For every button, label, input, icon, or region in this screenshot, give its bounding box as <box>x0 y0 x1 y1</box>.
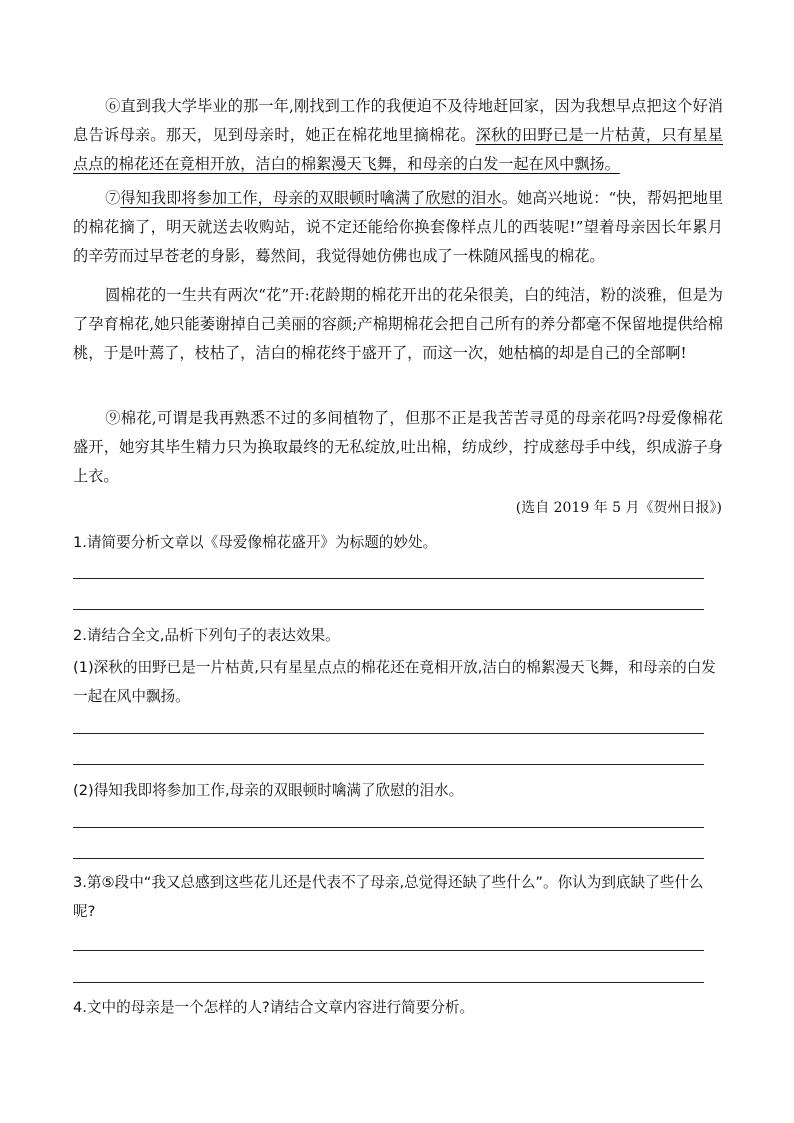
paragraph-7 <box>73 184 723 271</box>
answer-line <box>73 733 704 734</box>
paragraph-8-text: 圆棉花的一生共有两次“花”开:花龄期的棉花开出的花朵很美，白的纯洁，粉的淡雅，但是为了孕育棉花,她只能萎谢掉自己美丽的容颜;产棉期棉花会把自己所有的养分都毫不保留地提供给棉桃，于是叶蔫了，枝枯了，洁白的棉花终于盛开了，而这一次，她枯槁的却是自己的全部啊! <box>73 286 723 362</box>
answer-line <box>73 578 704 579</box>
paragraph-7-number: ⑦ <box>105 189 121 207</box>
paragraph-6 <box>73 92 723 179</box>
question-3: 3.第⑤段中“我又总感到这些花儿还是代表不了母亲,总觉得还缺了些什么”。你认为到底缺了些什么呢? <box>73 874 704 920</box>
paragraph-8 <box>73 281 723 368</box>
answer-line <box>73 609 704 610</box>
answer-line <box>73 827 704 828</box>
answer-line <box>73 764 704 765</box>
paragraph-9 <box>73 404 723 491</box>
paragraph-6-text: ⑥直到我大学毕业的那一年,刚找到工作的我便迫不及待地赶回家，因为我想早点把这个好消息告诉母亲。那天，见到母亲时，她正在棉花地里摘棉花。 <box>73 97 723 144</box>
answer-line <box>73 950 704 951</box>
question-2-sub-1: (1)深秋的田野已是一片枯黄,只有星星点点的棉花还在竟相开放,洁白的棉絮漫天飞舞，和母亲的白发一起在风中飘扬。 <box>73 659 716 705</box>
question-2-sub-2: (2)得知我即将参加工作,母亲的双眼顿时噙满了欣慰的泪水。 <box>73 782 464 799</box>
question-1: 1.请简要分析文章以《母爱像棉花盛开》为标题的妙处。 <box>73 534 438 551</box>
question-4: 4.文中的母亲是一个怎样的人?请结合文章内容进行简要分析。 <box>73 999 475 1016</box>
underlined-sentence-2: 得知我即将参加工作，母亲的双眼顿时噙满了欣慰的泪水 <box>120 189 502 207</box>
answer-line <box>73 982 704 983</box>
answer-line <box>73 858 704 859</box>
paragraph-7-text: 。她高兴地说：“快，帮妈把地里的棉花摘了，明天就送去收购站，说不定还能给你换套像样点儿的西装呢!”望着母亲因长年累月的辛劳而过早苍老的身影，蓦然间，我觉得她仿佛也成了一株随风摇曳的棉花。 <box>73 189 724 265</box>
source-citation: (选自 2019 年 5 月《贺州日报》) <box>515 500 722 516</box>
question-2: 2.请结合全文,品析下列句子的表达效果。 <box>73 627 340 644</box>
underlined-sentence-1: 深秋的田野已是一片枯黄，只有星星点点的棉花还在竟相开放，洁白的棉絮漫天飞舞，和母亲的白发一起在风中飘扬。 <box>73 126 724 173</box>
paragraph-9-text: ⑨棉花,可谓是我再熟悉不过的多间植物了，但那不正是我苦苦寻觅的母亲花吗?母爱像棉花盛开，她穷其毕生精力只为换取最终的无私绽放,吐出棉，纺成纱，拧成慈母手中线，织成游子身上衣。 <box>73 409 723 485</box>
